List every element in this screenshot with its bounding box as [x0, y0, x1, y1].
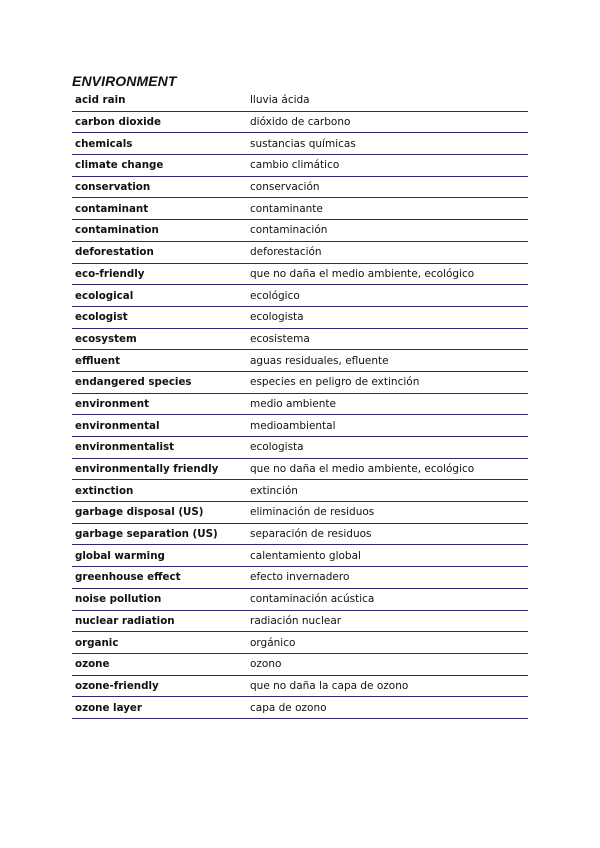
term-cell: ozone-friendly — [72, 675, 247, 697]
table-row — [72, 198, 528, 220]
translation-cell: que no daña el medio ambiente, ecológico — [247, 458, 528, 480]
translation-cell: aguas residuales, efluente — [247, 350, 528, 372]
translation-cell: que no daña el medio ambiente, ecológico — [247, 263, 528, 285]
term-cell: chemicals — [72, 133, 247, 155]
translation-cell: especies en peligro de extinción — [247, 371, 528, 393]
table-row — [72, 328, 528, 350]
glossary-table — [72, 90, 528, 719]
table-row — [72, 90, 528, 111]
table-row — [72, 306, 528, 328]
table-row — [72, 155, 528, 177]
translation-cell: ecologista — [247, 437, 528, 459]
translation-cell: contaminante — [247, 198, 528, 220]
table-row — [72, 653, 528, 675]
table-row — [72, 176, 528, 198]
translation-cell: que no daña la capa de ozono — [247, 675, 528, 697]
term-cell: global warming — [72, 545, 247, 567]
term-cell: effluent — [72, 350, 247, 372]
translation-cell: contaminación acústica — [247, 588, 528, 610]
translation-cell: calentamiento global — [247, 545, 528, 567]
translation-cell: sustancias químicas — [247, 133, 528, 155]
table-row — [72, 220, 528, 242]
table-row — [72, 393, 528, 415]
table-row — [72, 567, 528, 589]
term-cell: contamination — [72, 220, 247, 242]
term-cell: greenhouse effect — [72, 567, 247, 589]
translation-cell: conservación — [247, 176, 528, 198]
table-row — [72, 610, 528, 632]
translation-cell: deforestación — [247, 241, 528, 263]
table-row — [72, 545, 528, 567]
translation-cell: orgánico — [247, 632, 528, 654]
term-cell: ozone layer — [72, 697, 247, 719]
translation-cell: ecológico — [247, 285, 528, 307]
translation-cell: ecosistema — [247, 328, 528, 350]
table-row — [72, 480, 528, 502]
section-heading: ENVIRONMENT — [72, 73, 177, 89]
table-row — [72, 263, 528, 285]
term-cell: climate change — [72, 155, 247, 177]
table-row — [72, 415, 528, 437]
term-cell: organic — [72, 632, 247, 654]
table-row — [72, 697, 528, 719]
table-row — [72, 632, 528, 654]
term-cell: contaminant — [72, 198, 247, 220]
term-cell: carbon dioxide — [72, 111, 247, 133]
glossary-body — [72, 90, 528, 718]
translation-cell: dióxido de carbono — [247, 111, 528, 133]
table-row — [72, 133, 528, 155]
table-row — [72, 458, 528, 480]
term-cell: ozone — [72, 653, 247, 675]
translation-cell: radiación nuclear — [247, 610, 528, 632]
translation-cell: ozono — [247, 653, 528, 675]
translation-cell: ecologista — [247, 306, 528, 328]
translation-cell: capa de ozono — [247, 697, 528, 719]
term-cell: extinction — [72, 480, 247, 502]
translation-cell: medioambiental — [247, 415, 528, 437]
table-row — [72, 675, 528, 697]
glossary-page — [72, 72, 528, 719]
term-cell: environment — [72, 393, 247, 415]
term-cell: garbage disposal (US) — [72, 502, 247, 524]
term-cell: noise pollution — [72, 588, 247, 610]
term-cell: endangered species — [72, 371, 247, 393]
term-cell: acid rain — [72, 90, 247, 111]
term-cell: ecosystem — [72, 328, 247, 350]
table-row — [72, 241, 528, 263]
table-row — [72, 437, 528, 459]
translation-cell: medio ambiente — [247, 393, 528, 415]
table-row — [72, 588, 528, 610]
term-cell: nuclear radiation — [72, 610, 247, 632]
term-cell: garbage separation (US) — [72, 523, 247, 545]
translation-cell: lluvia ácida — [247, 90, 528, 111]
term-cell: environmental — [72, 415, 247, 437]
term-cell: conservation — [72, 176, 247, 198]
term-cell: environmentalist — [72, 437, 247, 459]
table-row — [72, 111, 528, 133]
table-row — [72, 523, 528, 545]
term-cell: environmentally friendly — [72, 458, 247, 480]
translation-cell: separación de residuos — [247, 523, 528, 545]
translation-cell: extinción — [247, 480, 528, 502]
translation-cell: efecto invernadero — [247, 567, 528, 589]
translation-cell: eliminación de residuos — [247, 502, 528, 524]
table-row — [72, 285, 528, 307]
translation-cell: cambio climático — [247, 155, 528, 177]
term-cell: ecological — [72, 285, 247, 307]
term-cell: deforestation — [72, 241, 247, 263]
term-cell: ecologist — [72, 306, 247, 328]
translation-cell: contaminación — [247, 220, 528, 242]
table-row — [72, 502, 528, 524]
table-row — [72, 350, 528, 372]
table-row — [72, 371, 528, 393]
term-cell: eco-friendly — [72, 263, 247, 285]
